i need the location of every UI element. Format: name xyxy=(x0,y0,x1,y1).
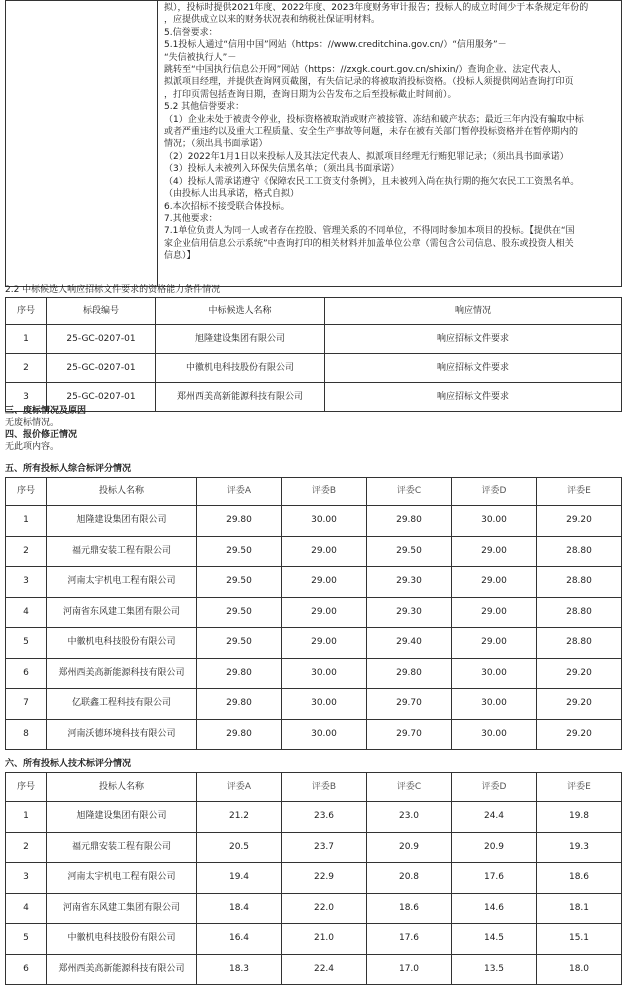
table-row xyxy=(6,354,622,383)
cell: 中徽机电科技股份有限公司 xyxy=(156,354,325,383)
cell: 8 xyxy=(6,719,47,750)
requirement-line: 7.其他要求： xyxy=(164,213,218,224)
cell: 18.0 xyxy=(537,954,622,985)
cell: 15.1 xyxy=(537,924,622,955)
cell: 29.20 xyxy=(537,719,622,750)
cell: 河南太宇机电工程有限公司 xyxy=(47,567,197,598)
cell: 28.80 xyxy=(537,597,622,628)
requirement-line: 5.2 其他信誉要求： xyxy=(164,102,245,113)
table-row xyxy=(6,628,622,659)
cell: 郑州西美高新能源科技有限公司 xyxy=(47,658,197,689)
table-row xyxy=(6,863,622,894)
header-cell: 评委D xyxy=(452,478,537,506)
cell: 河南省东风建工集团有限公司 xyxy=(47,597,197,628)
cell: 29.00 xyxy=(452,597,537,628)
cell: 25-GC-0207-01 xyxy=(47,354,156,383)
cell: 18.6 xyxy=(537,863,622,894)
cell: 1 xyxy=(6,506,47,537)
cell: 响应招标文件要求 xyxy=(325,383,622,412)
cell: 29.50 xyxy=(197,628,282,659)
cell: 29.00 xyxy=(282,597,367,628)
cell: 4 xyxy=(6,597,47,628)
cell: 18.3 xyxy=(197,954,282,985)
header-cell: 评委B xyxy=(282,478,367,506)
cell: 25-GC-0207-01 xyxy=(47,383,156,412)
requirement-line: （3）投标人未被列入环保失信黑名单；（须出具书面承诺） xyxy=(164,164,400,175)
cell: 29.00 xyxy=(282,567,367,598)
cell: 19.3 xyxy=(537,832,622,863)
cell: 28.80 xyxy=(537,536,622,567)
cell: 响应招标文件要求 xyxy=(325,354,622,383)
candidate-response-table xyxy=(5,297,622,412)
table-row xyxy=(6,597,622,628)
section-5-title: 五、所有投标人综合标评分情况 xyxy=(5,464,132,474)
header-cell: 序号 xyxy=(6,773,47,802)
table-row xyxy=(6,506,622,537)
header-cell: 序号 xyxy=(6,298,47,325)
requirement-line: 家企业信用信息公示系统”中查询打印的相关材料并加盖单位公章（需包含公司信息、股东或投资人相关 xyxy=(164,238,574,249)
cell: 30.00 xyxy=(282,658,367,689)
cell: 2 xyxy=(6,536,47,567)
cell: 29.80 xyxy=(367,658,452,689)
table-header-row xyxy=(6,478,622,506)
cell: 29.80 xyxy=(197,506,282,537)
header-cell: 评委C xyxy=(367,478,452,506)
comprehensive-score-table xyxy=(5,477,622,750)
cell: 29.00 xyxy=(452,567,537,598)
cell: 30.00 xyxy=(452,506,537,537)
cell: 30.00 xyxy=(282,719,367,750)
requirement-line: 跳转至“中国执行信息公开网”网站（https：//zxgk.court.gov.cn/shixin/）查询企业、法定代表人、 xyxy=(164,65,567,76)
cell: 24.4 xyxy=(452,802,537,833)
cell: 7 xyxy=(6,689,47,720)
cell: 17.0 xyxy=(367,954,452,985)
qualification-requirements-table xyxy=(5,0,622,287)
cell: 29.30 xyxy=(367,597,452,628)
cell: 1 xyxy=(6,802,47,833)
cell: 29.20 xyxy=(537,506,622,537)
cell: 5 xyxy=(6,924,47,955)
header-cell: 评委A xyxy=(197,773,282,802)
header-cell: 投标人名称 xyxy=(47,478,197,506)
cell: 25-GC-0207-01 xyxy=(47,325,156,354)
cell: 29.00 xyxy=(282,536,367,567)
cell: 响应招标文件要求 xyxy=(325,325,622,354)
cell: 3 xyxy=(6,863,47,894)
cell: 29.50 xyxy=(197,567,282,598)
cell: 5 xyxy=(6,628,47,659)
cell: 郑州西美高新能源科技有限公司 xyxy=(156,383,325,412)
cell: 亿联鑫工程科技有限公司 xyxy=(47,689,197,720)
cell: 17.6 xyxy=(452,863,537,894)
cell: 29.00 xyxy=(452,628,537,659)
cell: 18.6 xyxy=(367,893,452,924)
header-cell: 投标人名称 xyxy=(47,773,197,802)
section-4-text: 无此项内容。 xyxy=(5,442,60,452)
cell: 30.00 xyxy=(282,506,367,537)
cell: 21.0 xyxy=(282,924,367,955)
cell: 14.6 xyxy=(452,893,537,924)
requirement-line: （由投标人出具承诺，格式自拟） xyxy=(164,189,300,200)
cell: 28.80 xyxy=(537,567,622,598)
header-cell: 响应情况 xyxy=(325,298,622,325)
table-row xyxy=(6,383,622,412)
requirement-line: 拟派项目经理，并提供查询网页截图，有失信记录的将被取消投标资格。（投标人须提供网站查询打印页 xyxy=(164,77,574,88)
cell: 29.70 xyxy=(367,689,452,720)
header-cell: 评委D xyxy=(452,773,537,802)
cell: 29.80 xyxy=(197,719,282,750)
header-cell: 评委C xyxy=(367,773,452,802)
cell: 28.80 xyxy=(537,628,622,659)
cell: 20.9 xyxy=(452,832,537,863)
cell: 23.0 xyxy=(367,802,452,833)
cell: 30.00 xyxy=(452,658,537,689)
cell: 29.00 xyxy=(452,536,537,567)
cell: 23.7 xyxy=(282,832,367,863)
cell: 20.5 xyxy=(197,832,282,863)
table-row xyxy=(6,832,622,863)
requirement-line: （2）2022年1月1日以来投标人及其法定代表人、拟派项目经理无行贿犯罪记录；（须出具书面承诺） xyxy=(164,151,569,162)
requirement-line: 情况；（须出具书面承诺） xyxy=(164,139,268,150)
requirements-text-cell xyxy=(158,1,622,287)
cell: 20.8 xyxy=(367,863,452,894)
cell: 18.1 xyxy=(537,893,622,924)
cell: 18.4 xyxy=(197,893,282,924)
cell: 中徽机电科技股份有限公司 xyxy=(47,628,197,659)
header-cell: 标段编号 xyxy=(47,298,156,325)
requirement-line: （4）投标人需承诺遵守《保障农民工工资支付条例》，且未被列入尚在执行期的拖欠农民工工资黑名单。 xyxy=(164,176,580,187)
requirement-line: “失信被执行人”－ xyxy=(164,52,237,63)
cell: 22.0 xyxy=(282,893,367,924)
cell: 14.5 xyxy=(452,924,537,955)
cell: 19.8 xyxy=(537,802,622,833)
cell: 29.40 xyxy=(367,628,452,659)
cell: 29.80 xyxy=(367,506,452,537)
header-cell: 中标候选人名称 xyxy=(156,298,325,325)
cell: 29.70 xyxy=(367,719,452,750)
header-cell: 评委E xyxy=(537,478,622,506)
cell: 23.6 xyxy=(282,802,367,833)
table-row xyxy=(6,325,622,354)
section-3-title: 三、废标情况及原因 xyxy=(5,406,87,416)
table-row xyxy=(6,893,622,924)
requirement-line: 或者严重违约以及重大工程质量、安全生产事故等问题，未存在被有关部门暂停投标资格并在暂停期内的 xyxy=(164,127,579,138)
cell: 郑州西美高新能源科技有限公司 xyxy=(47,954,197,985)
cell: 29.50 xyxy=(197,536,282,567)
cell: 2 xyxy=(6,832,47,863)
cell: 20.9 xyxy=(367,832,452,863)
cell: 30.00 xyxy=(282,689,367,720)
requirement-line: ，应提供成立以来的财务状况表和纳税社保证明材料。 xyxy=(164,15,381,26)
section-3-text: 无废标情况。 xyxy=(5,418,60,428)
section-6-title: 六、所有投标人技术标评分情况 xyxy=(5,759,132,769)
requirement-line: 6.本次招标不接受联合体投标。 xyxy=(164,201,290,212)
cell: 3 xyxy=(6,383,47,412)
cell: 6 xyxy=(6,954,47,985)
cell: 29.30 xyxy=(367,567,452,598)
cell: 29.80 xyxy=(197,658,282,689)
table-row xyxy=(6,567,622,598)
cell: 福元鼎安装工程有限公司 xyxy=(47,832,197,863)
cell: 旭隆建设集团有限公司 xyxy=(47,802,197,833)
header-cell: 评委A xyxy=(197,478,282,506)
table-row xyxy=(6,719,622,750)
cell: 29.50 xyxy=(367,536,452,567)
section-2-2-title: 2.2 中标候选人响应招标文件要求的资格能力条件情况 xyxy=(5,285,221,295)
cell: 河南沃德环境科技有限公司 xyxy=(47,719,197,750)
cell: 29.80 xyxy=(197,689,282,720)
cell: 19.4 xyxy=(197,863,282,894)
requirement-line: 7.1单位负责人为同一人或者存在控股、管理关系的不同单位，不得同时参加本项目的投标。【提供在“国 xyxy=(164,226,575,237)
table-row xyxy=(6,658,622,689)
cell: 中徽机电科技股份有限公司 xyxy=(47,924,197,955)
cell: 旭隆建设集团有限公司 xyxy=(156,325,325,354)
cell: 6 xyxy=(6,658,47,689)
cell: 2 xyxy=(6,354,47,383)
technical-score-table xyxy=(5,772,622,985)
requirement-line: 拟），投标时提供2021年度、2022年度、2023年度财务审计报告；投标人的成立时间少于本条规定年份的 xyxy=(164,3,589,13)
cell: 16.4 xyxy=(197,924,282,955)
table-row xyxy=(6,924,622,955)
table-row xyxy=(6,689,622,720)
requirement-line: ，打印页需包括查询日期，查询日期为公告发布之后至投标截止时间前）。 xyxy=(164,89,457,100)
cell: 福元鼎安装工程有限公司 xyxy=(47,536,197,567)
table-header-row xyxy=(6,773,622,802)
cell: 29.20 xyxy=(537,689,622,720)
cell: 22.4 xyxy=(282,954,367,985)
requirement-line: 信息）】 xyxy=(164,251,196,262)
cell: 21.2 xyxy=(197,802,282,833)
cell: 29.20 xyxy=(537,658,622,689)
table-row xyxy=(6,802,622,833)
cell: 29.00 xyxy=(282,628,367,659)
requirements-label-cell xyxy=(6,1,158,287)
cell: 22.9 xyxy=(282,863,367,894)
requirement-line: 5.信誉要求： xyxy=(164,27,218,38)
cell: 1 xyxy=(6,325,47,354)
cell: 30.00 xyxy=(452,719,537,750)
cell: 河南太宇机电工程有限公司 xyxy=(47,863,197,894)
table-header-row xyxy=(6,298,622,325)
requirement-line: （1）企业未处于被责令停业，投标资格被取消或财产被接管、冻结和破产状态；最近三年内没有骗取中标 xyxy=(164,114,584,125)
cell: 13.5 xyxy=(452,954,537,985)
header-cell: 评委B xyxy=(282,773,367,802)
cell: 17.6 xyxy=(367,924,452,955)
header-cell: 评委E xyxy=(537,773,622,802)
cell: 30.00 xyxy=(452,689,537,720)
section-4-title: 四、报价修正情况 xyxy=(5,430,78,440)
cell: 河南省东风建工集团有限公司 xyxy=(47,893,197,924)
cell: 旭隆建设集团有限公司 xyxy=(47,506,197,537)
requirement-line: 5.1投标人通过“信用中国”网站（https：//www.creditchina.gov.cn/）“信用服务”－ xyxy=(164,40,507,51)
header-cell: 序号 xyxy=(6,478,47,506)
table-row xyxy=(6,536,622,567)
cell: 29.50 xyxy=(197,597,282,628)
cell: 4 xyxy=(6,893,47,924)
table-row xyxy=(6,954,622,985)
cell: 3 xyxy=(6,567,47,598)
